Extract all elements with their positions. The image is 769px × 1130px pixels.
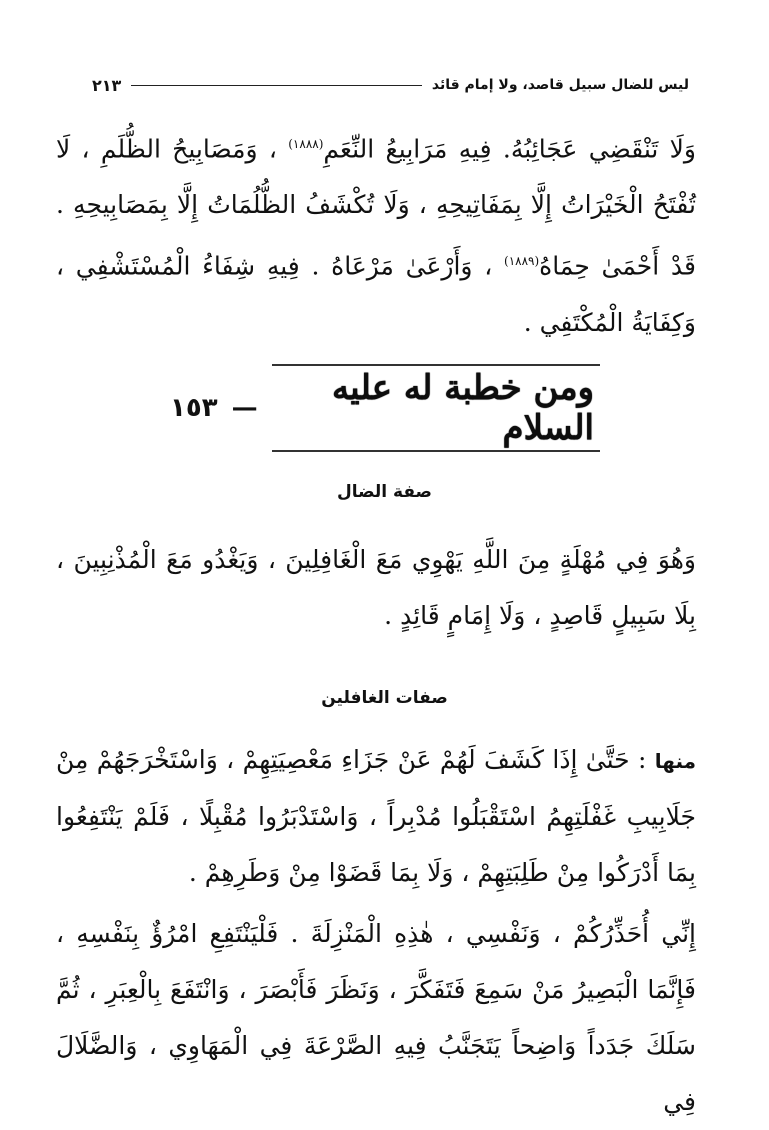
intro-paragraph (56, 116, 696, 351)
running-header (92, 72, 689, 98)
section-paragraph-heedless (56, 732, 696, 901)
sermon-number: ١٥٣ (170, 393, 218, 423)
running-title: ليس للضال سبيل قاصد، ولا إمام قائد (431, 77, 689, 93)
header-rule (131, 85, 422, 86)
section-heading-heedless: صفات الغافلين (321, 688, 448, 708)
section-paragraph-warning: إِنِّي أُحَذِّرُكُمْ ، وَنَفْسِي ، هٰذِهِ الْمَنْزِلَةَ . فَلْيَنْتَفِعِ امْرُؤٌ بِنَفْسِهِ ، فَإِنَّمَا الْبَصِيرُ مَنْ سَمِعَ فَتَفَكَّرَ ، وَنَظَرَ فَأَبْصَرَ ، وَانْتَفَعَ بِالْعِبَرِ ، ثُمَّ سَلَكَ جَدَداً وَاضِحاً يَتَجَنَّبُ فِيهِ الصَّرْعَةَ فِي الْمَهَاوِي ، وَالضَّلَالَ فِي (56, 919, 696, 1116)
lead-word: منها (654, 749, 696, 773)
sermon-title: ومن خطبة له عليه السلام (272, 364, 600, 452)
intro-text-a: وَلَا تَنْقَضِي عَجَائِبُهُ. فِيهِ مَرَابِيعُ النِّعَمِ (323, 134, 696, 164)
sermon-dash: — (231, 393, 258, 423)
section-text: : حَتَّىٰ إِذَا كَشَفَ لَهُمْ عَنْ جَزَاءِ مَعْصِيَتِهِمْ ، وَاسْتَخْرَجَهُمْ مِنْ جَلَابِيبِ غَفْلَتِهِمُ اسْتَقْبَلُوا مُدْبِراً ، وَاسْتَدْبَرُوا مُقْبِلًا ، فَلَمْ يَنْتَفِعُوا بِمَا أَدْرَكُوا مِنْ طَلِبَتِهِمْ ، وَلَا بِمَا قَضَوْا مِنْ وَطَرِهِمْ . (56, 745, 696, 887)
intro-text-c: ، وَأَرْعَىٰ مَرْعَاهُ . فِيهِ شِفَاءُ الْمُسْتَشْفِي ، وَكِفَايَةُ الْمُكْتَفِي . (56, 251, 696, 337)
section-heading-misguided: صفة الضال (337, 482, 432, 502)
footnote-marker: (١٨٨٩) (504, 254, 540, 269)
page-number: ٢١٣ (92, 75, 122, 95)
intro-text-b: ، وَمَصَابِيحُ الظُّلَمِ ، لَا تُفْتَحُ الْخَيْرَاتُ إِلَّا بِمَفَاتِيحِهِ ، وَلَا تُكْشَفُ الظُّلُمَاتُ إِلَّا بِمَصَابِيحِهِ . قَدْ أَحْمَىٰ حِمَاهُ (56, 134, 696, 281)
footnote-marker: (١٨٨٨) (288, 137, 324, 151)
section-paragraph-misguided: وَهُوَ فِي مُهْلَةٍ مِنَ اللَّهِ يَهْوِي مَعَ الْغَافِلِينَ ، وَيَغْدُو مَعَ الْمُذْنِبِينَ ، بِلَا سَبِيلٍ قَاصِدٍ ، وَلَا إِمَامٍ قَائِدٍ . (56, 545, 696, 630)
sermon-heading (170, 368, 600, 448)
